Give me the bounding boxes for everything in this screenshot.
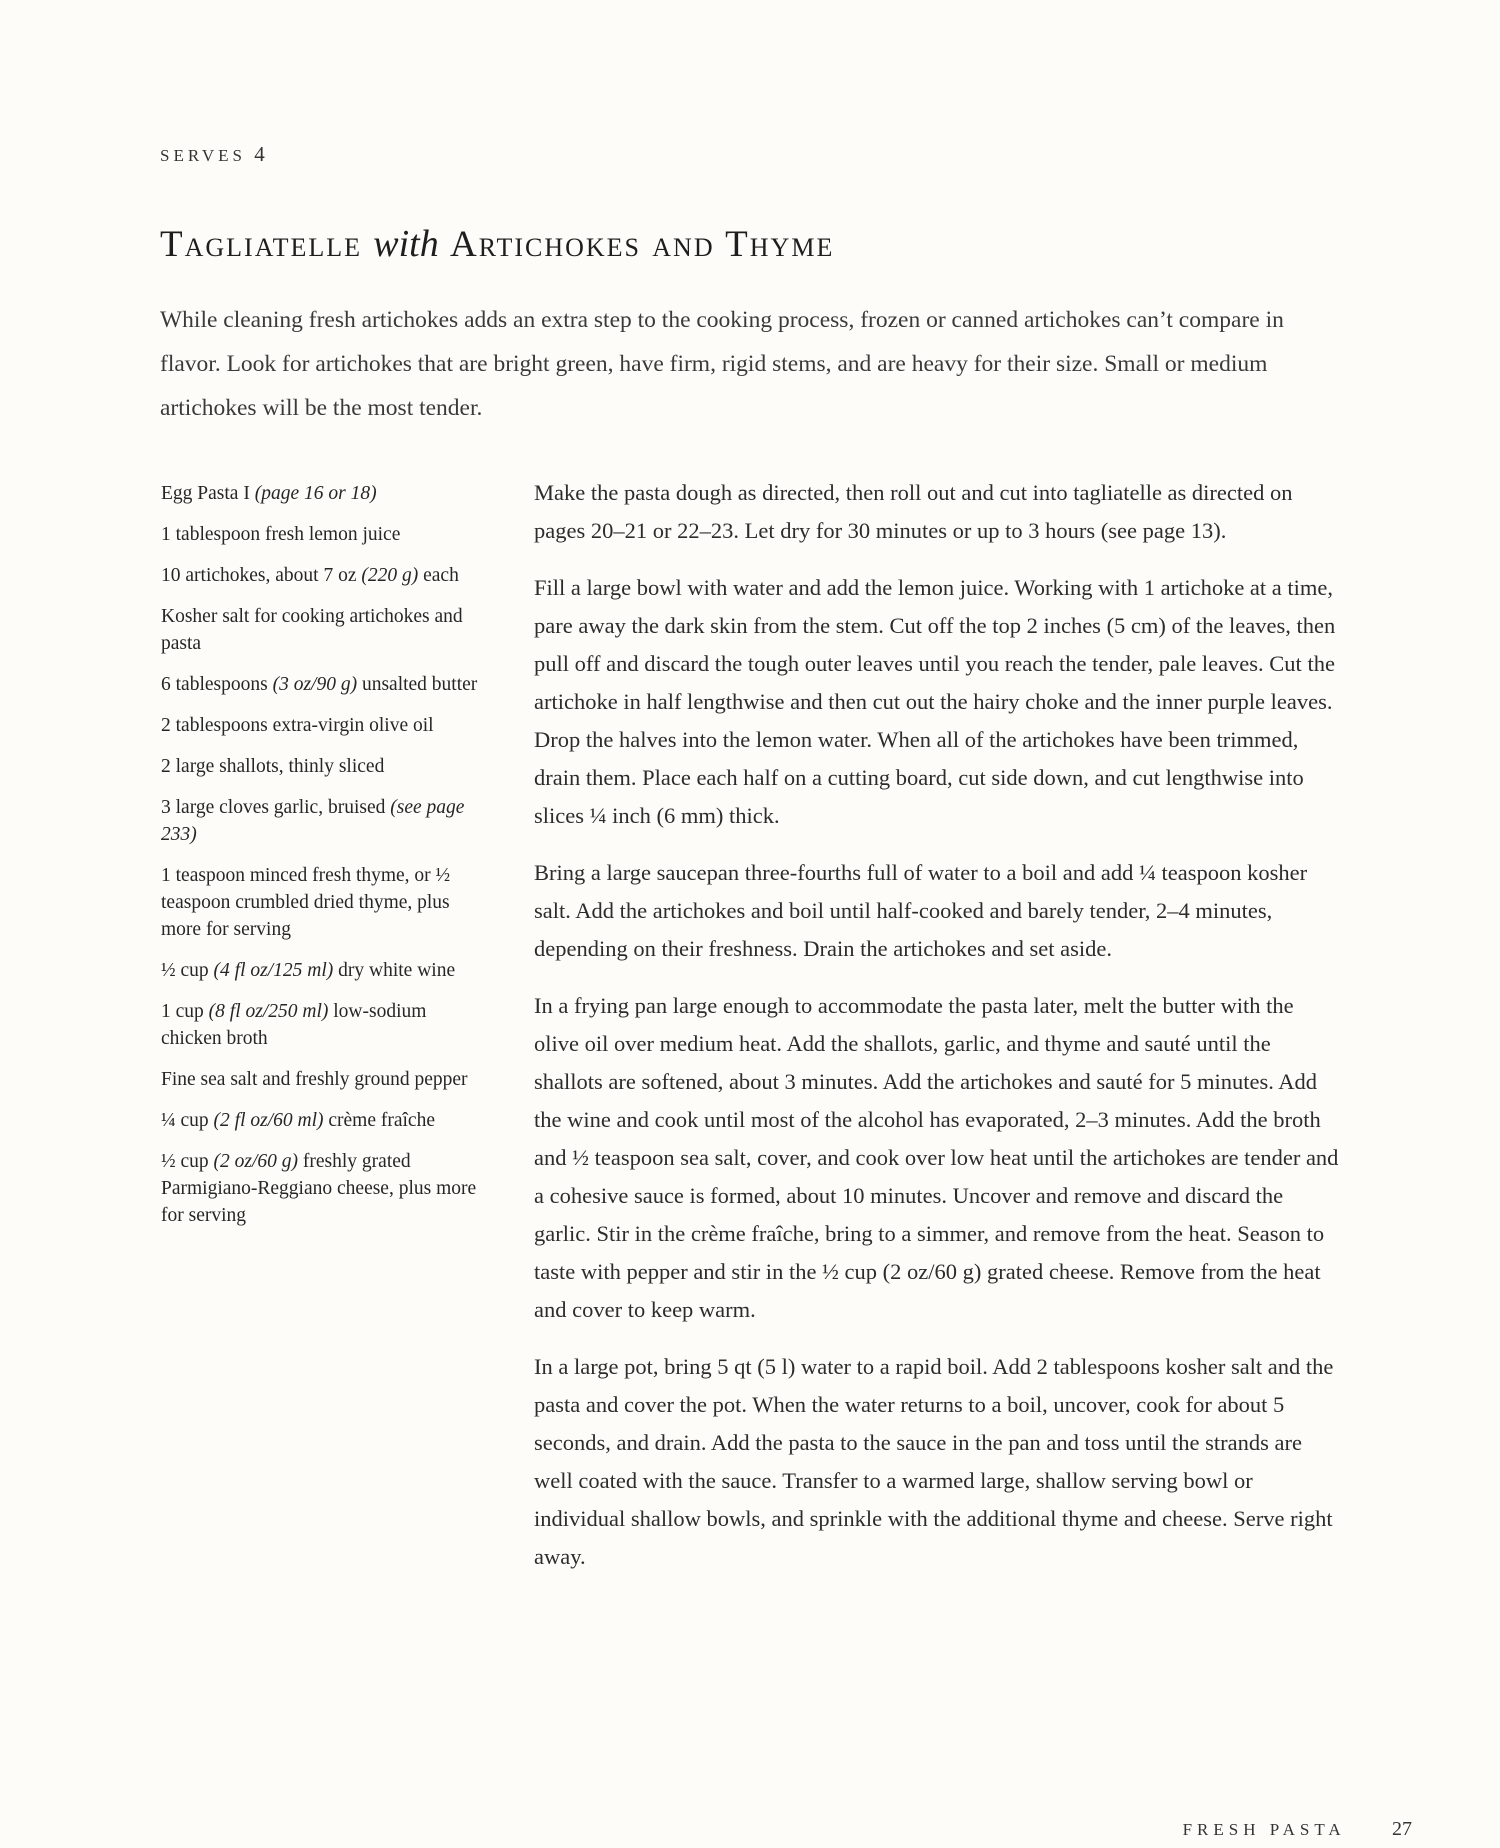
method-paragraph: In a large pot, bring 5 qt (5 l) water to a rapid boil. Add 2 tablespoons kosher salt and the pasta and cover the pot. When the water returns to a boil, uncover, cook for about 5 seconds, and drain. Add the pasta to the sauce in the pan and toss until the strands are well coated with the sauce. Transfer to a warmed large, shallow serving bowl or individual shallow bowls, and sprinkle with the additional thyme and cheese. Serve right away. (534, 1354, 1334, 1569)
ingredient-item: 2 large shallots, thinly sliced (161, 756, 385, 777)
section-name: FRESH PASTA (1182, 1820, 1345, 1839)
page-number: 27 (1392, 1818, 1412, 1840)
method-steps (534, 474, 1344, 1595)
method-paragraph: Bring a large saucepan three-fourths full of water to a boil and add ¼ teaspoon kosher salt. Add the artichokes and boil until half-cooked and barely tender, 2–4 minutes, depending on their freshness. Drain the artichokes and set aside. (534, 860, 1308, 961)
serves-count: 4 (254, 142, 265, 166)
method-paragraph: Fill a large bowl with water and add the lemon juice. Working with 1 artichoke at a time, pare away the dark skin from the stem. Cut off the top 2 inches (5 cm) of the leaves, then pull off and discard the tough outer leaves until you reach the tender, pale leaves. Cut the artichoke in half lengthwise and then cut out the hairy choke and the inner purple leaves. Drop the halves into the lemon water. When all of the artichokes have been trimmed, drain them. Place each half on a cutting board, cut side down, and cut lengthwise into slices ¼ inch (6 mm) thick. (534, 575, 1336, 828)
ingredient-item: 2 tablespoons extra-virgin olive oil (161, 715, 434, 736)
page-footer (1183, 1818, 1412, 1841)
ingredient-item: ½ cup (4 fl oz/125 ml) dry white wine (161, 960, 456, 981)
method-paragraph: In a frying pan large enough to accommodate the pasta later, melt the butter with the olive oil over medium heat. Add the shallots, garlic, and thyme and sauté until the shallots are softened, about 3 minutes. Add the artichokes and sauté for 5 minutes. Add the wine and cook until most of the alcohol has evaporated, 2–3 minutes. Add the broth and ½ teaspoon sea salt, cover, and cook over low heat until the artichokes are tender and a cohesive sauce is formed, about 10 minutes. Uncover and remove and discard the garlic. Stir in the crème fraîche, bring to a simmer, and remove from the heat. Season to taste with pepper and stir in the ½ cup (2 oz/60 g) grated cheese. Remove from the heat and cover to keep warm. (534, 993, 1339, 1322)
ingredient-item: 3 large cloves garlic, bruised (see page 233) (161, 797, 465, 845)
serves-label (160, 142, 265, 167)
ingredient-item: ½ cup (2 oz/60 g) freshly grated Parmigiano-Reggiano cheese, plus more for serving (161, 1151, 477, 1226)
serves-text: SERVES (160, 146, 246, 165)
ingredient-item: 1 tablespoon fresh lemon juice (161, 524, 401, 545)
ingredient-item: 1 cup (8 fl oz/250 ml) low-sodium chicken broth (161, 1001, 427, 1049)
recipe-intro: While cleaning fresh artichokes adds an extra step to the cooking process, frozen or canned artichokes can’t compare in flavor. Look for artichokes that are bright green, have firm, rigid stems, and are heavy for their size. Small or medium artichokes will be the most tender. (160, 307, 1284, 421)
ingredient-item: 1 teaspoon minced fresh thyme, or ½ teaspoon crumbled dried thyme, plus more for serving (161, 865, 451, 940)
ingredient-item: 6 tablespoons (3 oz/90 g) unsalted butter (161, 674, 478, 695)
ingredient-item: Egg Pasta I (page 16 or 18) (161, 483, 377, 504)
ingredient-item: Kosher salt for cooking artichokes and pasta (161, 606, 463, 654)
title-connector: with (373, 223, 439, 265)
title-part-2: Artichokes and Thyme (449, 224, 835, 265)
method-paragraph: Make the pasta dough as directed, then roll out and cut into tagliatelle as directed on pages 20–21 or 22–23. Let dry for 30 minutes or up to 3 hours (see page 13). (534, 480, 1293, 543)
ingredient-item: ¼ cup (2 fl oz/60 ml) crème fraîche (161, 1110, 435, 1131)
title-part-1: Tagliatelle (160, 224, 362, 265)
ingredient-list (161, 480, 491, 1243)
ingredient-item: Fine sea salt and freshly ground pepper (161, 1069, 468, 1090)
recipe-title (160, 222, 1360, 268)
ingredient-item: 10 artichokes, about 7 oz (220 g) each (161, 565, 459, 586)
